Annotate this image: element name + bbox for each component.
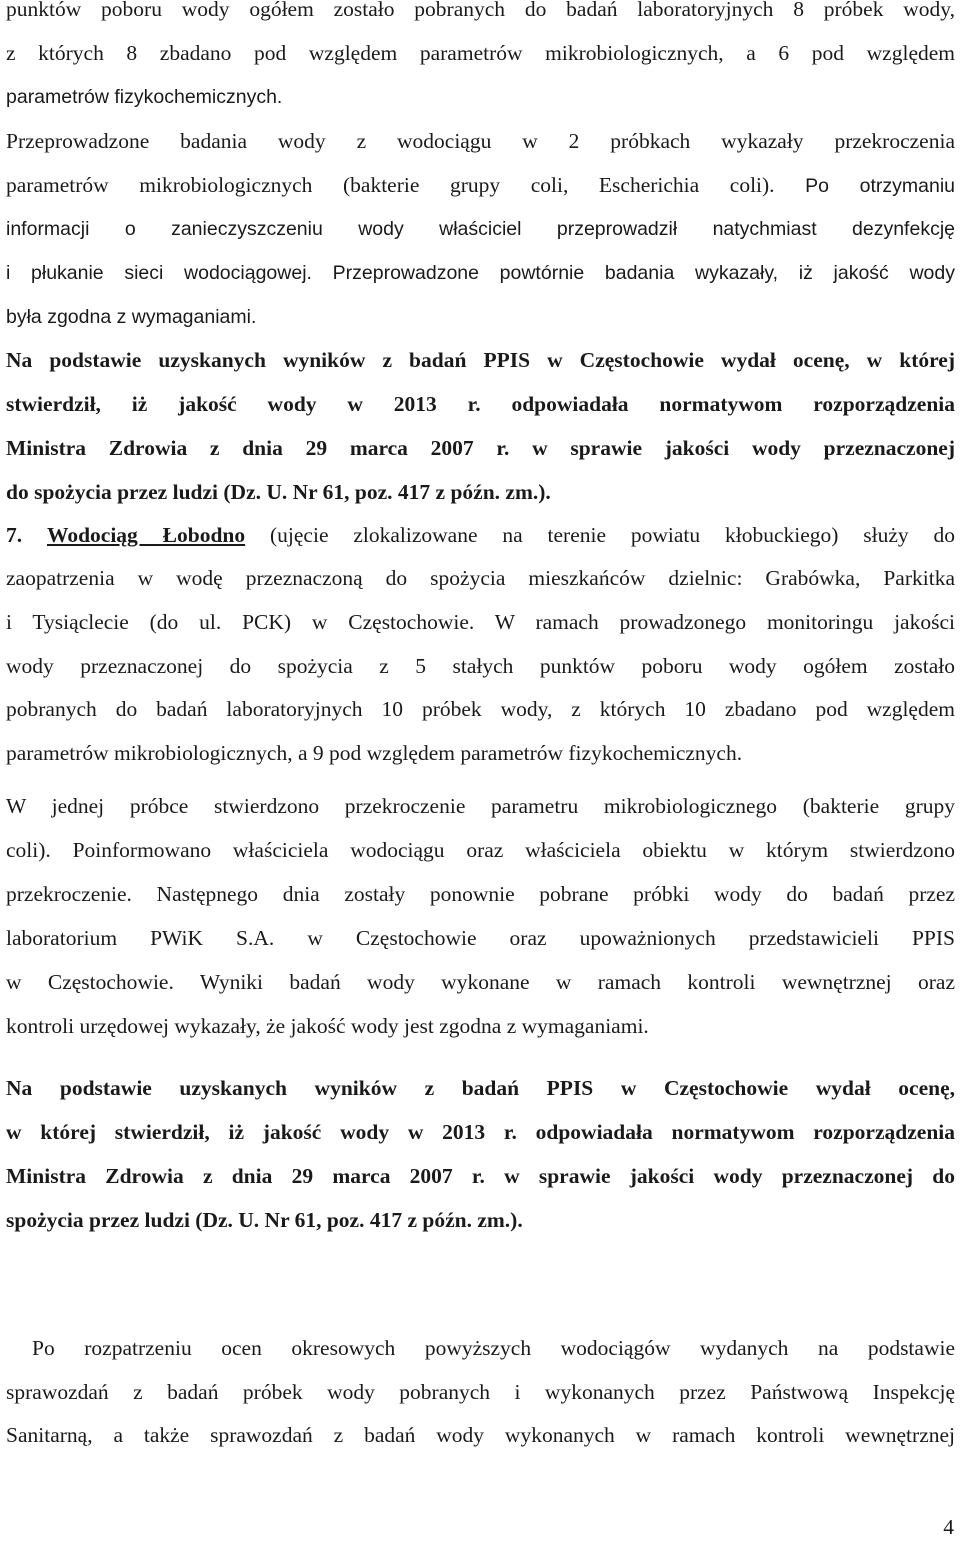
text-line: punktów poboru wody ogółem zostało pobranych do badań laboratoryjnych 8 próbek wody, [6,0,955,21]
text-line: Na podstawie uzyskanych wyników z badań PPIS w Częstochowie wydał ocenę, w której [6,348,955,372]
text-line: z których 8 zbadano pod względem parametrów mikrobiologicznych, a 6 pod względem [6,41,955,65]
text-line: była zgodna z wymaganiami. [6,306,257,328]
text-line: Sanitarną, a także sprawozdań z badań wody wykonanych w ramach kontroli wewnętrznej [6,1423,955,1447]
text-line: w której stwierdził, iż jakość wody w 2013 r. odpowiadała normatywom rozporządzenia [6,1120,955,1144]
section-title: Wodociąg Łobodno [47,523,246,547]
text-line: laboratorium PWiK S.A. w Częstochowie oraz upoważnionych przedstawicieli PPIS [6,926,955,950]
text-line: stwierdził, iż jakość wody w 2013 r. odpowiadała normatywom rozporządzenia [6,392,955,416]
text-line: Ministra Zdrowia z dnia 29 marca 2007 r. w sprawie jakości wody przeznaczonej do [6,1164,955,1188]
text-line: wody przeznaczonej do spożycia z 5 stałych punktów poboru wody ogółem zostało [6,654,955,678]
text-line: przekroczenie. Następnego dnia zostały ponownie pobrane próbki wody do badań przez [6,882,955,906]
text-line [6,607,955,637]
text-line: W jednej próbce stwierdzono przekroczenie parametru mikrobiologicznego (bakterie grupy [6,794,955,818]
text-line: kontroli urzędowej wykazały, że jakość wody jest zgodna z wymaganiami. [6,1014,649,1038]
text-line: parametrów fizykochemicznych. [6,86,283,108]
text-line: spożycia przez ludzi (Dz. U. Nr 61, poz. 417 z późn. zm.). [6,1208,523,1232]
text-run: Po otrzymaniu [805,175,956,197]
text-line: zaopatrzenia w wodę przeznaczoną do spożycia mieszkańców dzielnic: Grabówka, Parkitka [6,566,955,590]
text-line: parametrów mikrobiologicznych, a 9 pod względem parametrów fizykochemicznych. [6,741,743,765]
section-number: 7. [6,523,23,547]
text-run: i Tysiąclecie (do ul. PCK) w Częstochowie. [6,610,475,634]
text-line: pobranych do badań laboratoryjnych 10 próbek wody, z których 10 zbadano pod względem [6,697,955,721]
text-line: Na podstawie uzyskanych wyników z badań PPIS w Częstochowie wydał ocenę, [6,1076,955,1100]
page-number: 4 [943,1515,954,1539]
text-line: Po rozpatrzeniu ocen okresowych powyższych wodociągów wydanych na podstawie [32,1336,955,1360]
text-line: sprawozdań z badań próbek wody pobranych i wykonanych przez Państwową Inspekcję [6,1380,955,1404]
text-run: i płukanie sieci wodociągowej. [6,262,312,284]
text-run: W ramach prowadzonego monitoringu jakości [494,610,955,634]
text-line: do spożycia przez ludzi (Dz. U. Nr 61, poz. 417 z późn. zm.). [6,480,551,504]
text-line: informacji o zanieczyszczeniu wody właściciel przeprowadził natychmiast dezynfekcję [6,218,955,240]
text-line [6,520,955,550]
text-line [6,170,955,200]
text-line [6,258,955,288]
text-run: parametrów mikrobiologicznych (bakterie grupy coli, Escherichia coli). [6,173,775,197]
text-line: Przeprowadzone badania wody z wodociągu w 2 próbkach wykazały przekroczenia [6,129,955,153]
text-run: Przeprowadzone powtórnie badania wykazały, iż jakość wody [332,262,955,284]
text-line: Ministra Zdrowia z dnia 29 marca 2007 r. w sprawie jakości wody przeznaczonej [6,436,955,460]
text-line: coli). Poinformowano właściciela wodociągu oraz właściciela obiektu w którym stwierdzono [6,838,955,862]
text-line: w Częstochowie. Wyniki badań wody wykonane w ramach kontroli wewnętrznej oraz [6,970,955,994]
text-run: (ujęcie zlokalizowane na terenie powiatu kłobuckiego) służy do [270,523,956,547]
